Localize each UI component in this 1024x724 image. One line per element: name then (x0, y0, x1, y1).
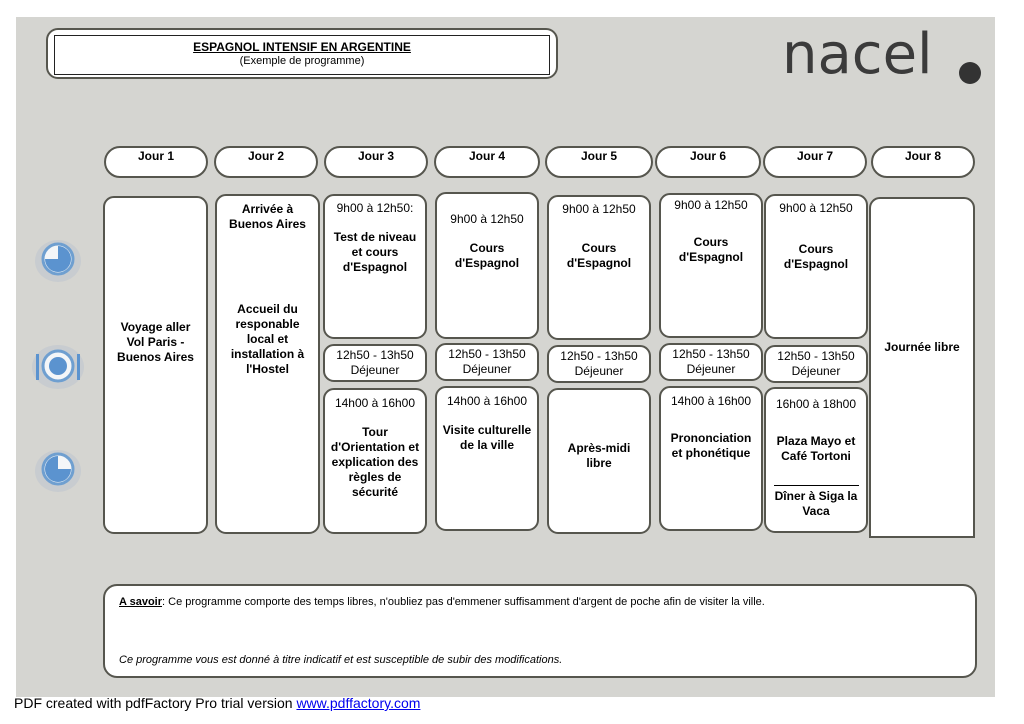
day5-afternoon-activity: Après-midi libre (567, 441, 631, 470)
day6-morning-cell (659, 193, 763, 338)
day5-morning-activity: Cours d'Espagnol (566, 241, 632, 270)
meal-plate-icon (30, 342, 86, 392)
day3-afternoon-cell (323, 388, 427, 534)
day8-text: Journée libre (884, 340, 960, 354)
day4-afternoon-activity: Visite culturelle de la ville (442, 423, 532, 452)
day3-afternoon-time: 14h00 à 16h00 (334, 396, 416, 410)
day3-afternoon-activity: Tour d'Orientation et explication des règles de sécurité (330, 425, 420, 499)
day2-arrival: Arrivée à Buenos Aires (229, 202, 306, 231)
nacel-logo: nacel (782, 22, 933, 87)
day4-lunch: Déjeuner (462, 362, 512, 376)
page-subtitle: (Exemple de programme) (239, 55, 365, 67)
day7-lunch-cell (764, 345, 868, 383)
day-header-6: Jour 6 (655, 146, 761, 178)
day5-lunch-cell (547, 345, 651, 383)
day5-morning-cell (547, 195, 651, 340)
day3-lunch-cell (323, 344, 427, 382)
day-header-8: Jour 8 (871, 146, 975, 178)
day3-morning-activity: Test de niveau et cours d'Espagnol (333, 230, 417, 274)
note-disclaimer: Ce programme vous est donné à titre indicatif et est susceptible de subir des modifications. (119, 654, 563, 666)
day-header-2: Jour 2 (214, 146, 318, 178)
note-text: : Ce programme comporte des temps libres, n'oubliez pas d'emmener suffisamment d'argent de poche afin de visiter la ville. (162, 596, 765, 608)
day6-morning-time: 9h00 à 12h50 (674, 198, 748, 212)
day3-lunch-time: 12h50 - 13h50 (336, 348, 414, 362)
note-line (119, 596, 765, 608)
day6-lunch-time: 12h50 - 13h50 (672, 347, 750, 361)
day4-morning-activity: Cours d'Espagnol (454, 241, 520, 270)
afternoon-clock-icon (33, 446, 85, 496)
day7-evening-activity: Dîner à Siga la Vaca (774, 489, 858, 518)
day4-lunch-cell (435, 343, 539, 381)
footer-text: PDF created with pdfFactory Pro trial version (14, 695, 297, 711)
day-header-1: Jour 1 (104, 146, 208, 178)
day7-morning-cell (764, 194, 868, 339)
day2-main: Accueil du responable local et installation à l'Hostel (230, 302, 305, 376)
day7-lunch: Déjeuner (791, 364, 841, 378)
day6-afternoon-time: 14h00 à 16h00 (670, 394, 752, 408)
day3-lunch: Déjeuner (350, 363, 400, 377)
day2-cell (215, 194, 320, 534)
day8-cell (869, 197, 975, 538)
day4-lunch-time: 12h50 - 13h50 (448, 347, 526, 361)
day-header-3: Jour 3 (324, 146, 428, 178)
day3-morning-cell (323, 194, 427, 339)
note-box (103, 584, 977, 678)
day6-afternoon-activity: Prononciation et phonétique (670, 431, 752, 460)
day7-morning-activity: Cours d'Espagnol (783, 242, 849, 271)
day1-text: Voyage aller Vol Paris - Buenos Aires (117, 320, 194, 364)
day5-lunch: Déjeuner (574, 364, 624, 378)
day7-afternoon-time: 16h00 à 18h00 (775, 397, 857, 411)
page-title: ESPAGNOL INTENSIF EN ARGENTINE (193, 40, 411, 54)
title-box-inner (54, 35, 550, 75)
day7-afternoon-activity: Plaza Mayo et Café Tortoni (776, 434, 856, 463)
day7-lunch-time: 12h50 - 13h50 (777, 349, 855, 363)
pdffactory-link[interactable]: www.pdffactory.com (296, 695, 421, 711)
day6-lunch: Déjeuner (686, 362, 736, 376)
day7-afternoon-cell (764, 387, 868, 533)
day7-divider (774, 485, 859, 486)
day5-afternoon-cell (547, 388, 651, 534)
day-header-4: Jour 4 (434, 146, 540, 178)
logo-dot (959, 62, 981, 84)
day1-cell (103, 196, 208, 534)
day4-morning-cell (435, 192, 539, 339)
day5-morning-time: 9h00 à 12h50 (562, 202, 636, 216)
day4-morning-time: 9h00 à 12h50 (450, 212, 524, 226)
day4-afternoon-cell (435, 386, 539, 531)
day6-afternoon-cell (659, 386, 763, 531)
day4-afternoon-time: 14h00 à 16h00 (446, 394, 528, 408)
day-header-5: Jour 5 (545, 146, 653, 178)
day3-morning-time: 9h00 à 12h50: (336, 201, 414, 215)
note-label: A savoir (119, 596, 163, 608)
day6-lunch-cell (659, 343, 763, 381)
day7-morning-time: 9h00 à 12h50 (779, 201, 853, 215)
morning-clock-icon (33, 236, 85, 286)
day5-lunch-time: 12h50 - 13h50 (560, 349, 638, 363)
title-box (46, 28, 558, 79)
day-header-7: Jour 7 (763, 146, 867, 178)
day6-morning-activity: Cours d'Espagnol (678, 235, 744, 264)
pdf-footer (14, 695, 420, 711)
